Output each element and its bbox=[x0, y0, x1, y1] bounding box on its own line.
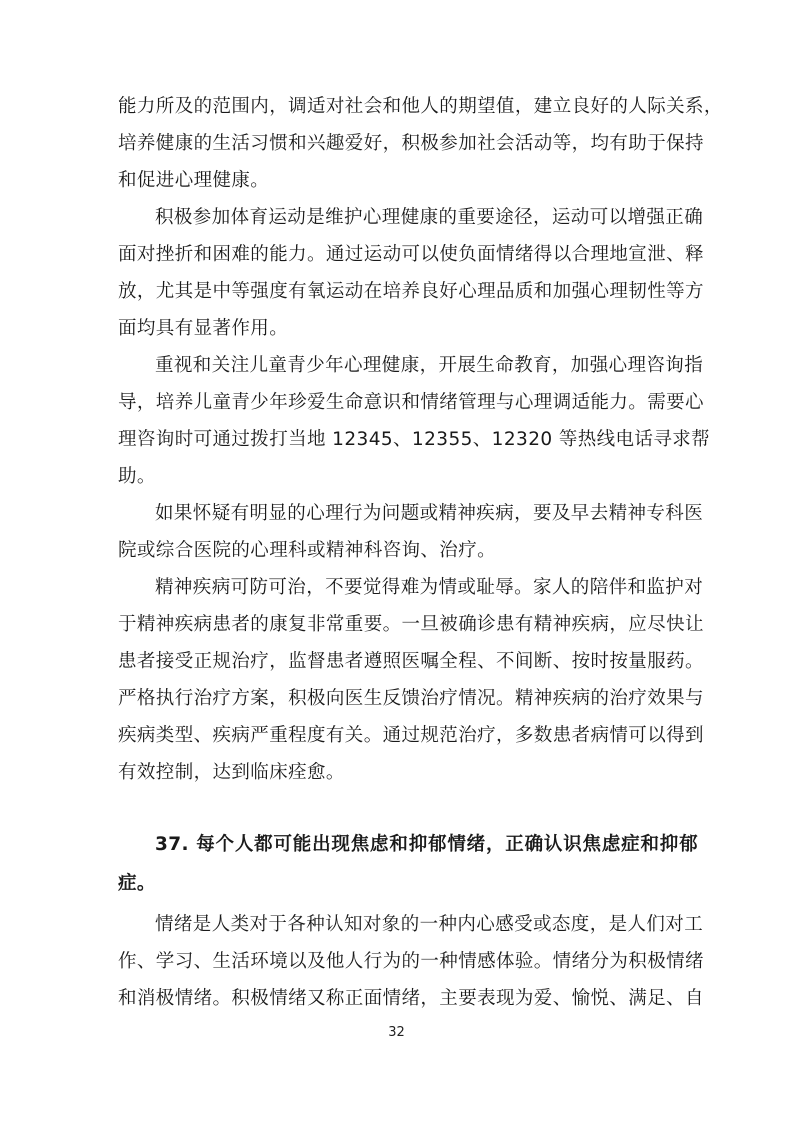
body-line: 患者接受正规治疗，监督患者遵照医嘱全程、不间断、按时按量服药。 bbox=[118, 651, 704, 672]
body-line: 于精神疾病患者的康复非常重要。一旦被确诊患有精神疾病，应尽快让 bbox=[118, 614, 704, 635]
body-line: 精神疾病可防可治，不要觉得难为情或耻辱。家人的陪伴和监护对 bbox=[155, 577, 704, 598]
body-line: 疾病类型、疾病严重程度有关。通过规范治疗，多数患者病情可以得到 bbox=[118, 725, 704, 746]
body-line: 作、学习、生活环境以及他人行为的一种情感体验。情绪分为积极情绪 bbox=[118, 951, 704, 972]
section-heading-continuation: 症。 bbox=[118, 873, 156, 894]
body-line: 和促进心理健康。 bbox=[118, 170, 270, 191]
body-line: 有效控制，达到临床痊愈。 bbox=[118, 762, 345, 783]
body-line: 如果怀疑有明显的心理行为问题或精神疾病，要及早去精神专科医 bbox=[155, 503, 704, 524]
body-line: 和消极情绪。积极情绪又称正面情绪，主要表现为爱、愉悦、满足、自 bbox=[118, 988, 704, 1009]
body-line: 能力所及的范围内，调适对社会和他人的期望值，建立良好的人际关系， bbox=[118, 96, 723, 117]
body-line: 放，尤其是中等强度有氧运动在培养良好心理品质和加强心理韧性等方 bbox=[118, 281, 704, 302]
body-line: 理咨询时可通过拨打当地 12345、12355、12320 等热线电话寻求帮 bbox=[118, 429, 711, 450]
body-line: 情绪是人类对于各种认知对象的一种内心感受或态度，是人们对工 bbox=[155, 914, 704, 935]
body-line: 导，培养儿童青少年珍爱生命意识和情绪管理与心理调适能力。需要心 bbox=[118, 392, 704, 413]
body-line: 严格执行治疗方案，积极向医生反馈治疗情况。精神疾病的治疗效果与 bbox=[118, 688, 704, 709]
page-number: 32 bbox=[388, 1025, 405, 1040]
body-line: 助。 bbox=[118, 466, 156, 487]
body-line: 面均具有显著作用。 bbox=[118, 318, 289, 339]
body-line: 培养健康的生活习惯和兴趣爱好，积极参加社会活动等，均有助于保持 bbox=[118, 133, 704, 154]
body-line: 面对挫折和困难的能力。通过运动可以使负面情绪得以合理地宣泄、释 bbox=[118, 244, 704, 265]
section-heading: 37. 每个人都可能出现焦虑和抑郁情绪，正确认识焦虑症和抑郁 bbox=[155, 834, 698, 855]
body-line: 院或综合医院的心理科或精神科咨询、治疗。 bbox=[118, 540, 497, 561]
body-line: 重视和关注儿童青少年心理健康，开展生命教育，加强心理咨询指 bbox=[155, 355, 704, 376]
body-line: 积极参加体育运动是维护心理健康的重要途径，运动可以增强正确 bbox=[155, 207, 704, 228]
